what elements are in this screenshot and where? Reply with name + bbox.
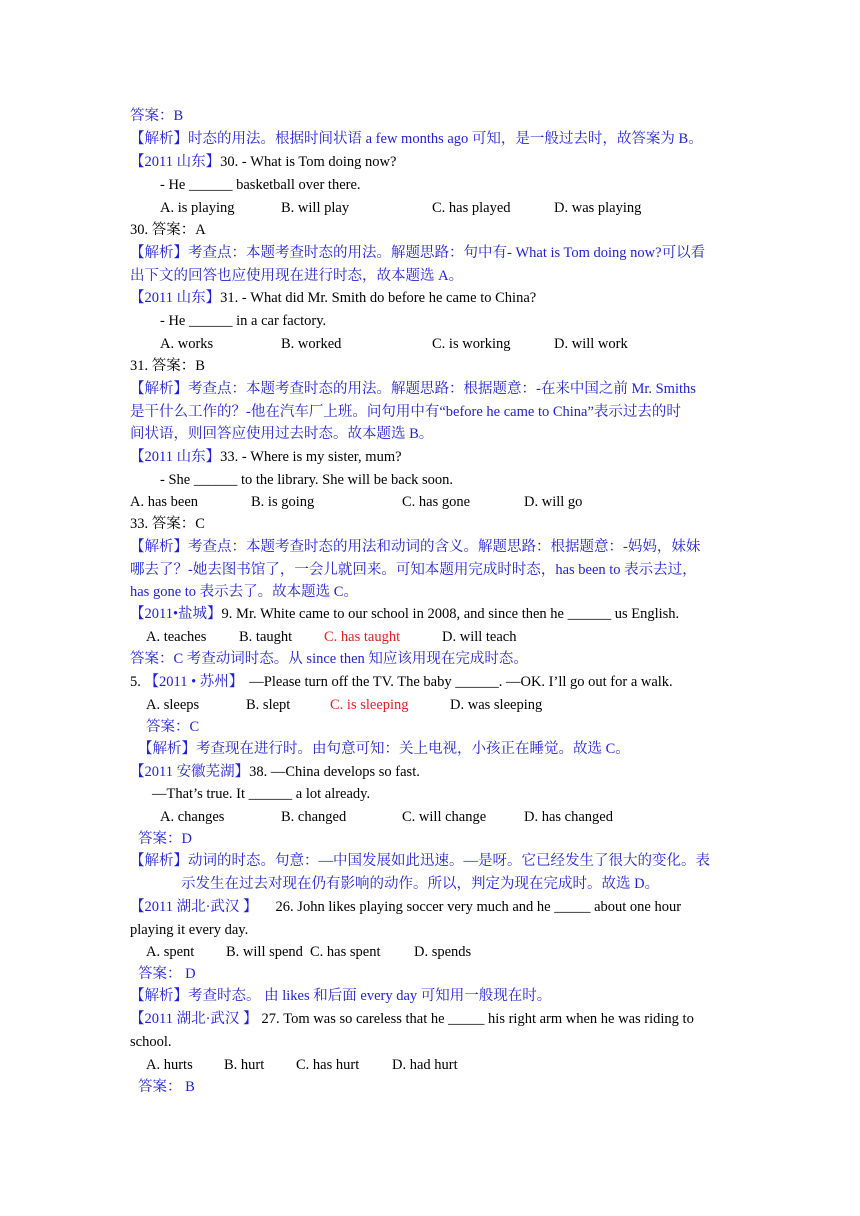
option-b: B. worked (281, 336, 342, 352)
option-c: C. has gone (402, 494, 471, 510)
question-continuation: school. (130, 1034, 172, 1050)
explanation-line: 【解析】动词的时态。句意：—中国发展如此迅速。—是呀。它已经发生了很大的变化。表 (130, 853, 710, 869)
question-line (130, 1009, 694, 1029)
options-row (130, 492, 730, 512)
option-d: D. has changed (524, 809, 613, 825)
answer-line: 答案： B (138, 1079, 195, 1095)
explanation-line: 间状语，则回答应使用过去时态。故本题选 B。 (130, 426, 434, 442)
question-text: 9. Mr. White came to our school in 2008, and since then he ______ us English. (221, 606, 680, 622)
option-c: C. is sleeping (330, 697, 409, 713)
option-c: C. is working (432, 336, 511, 352)
option-a: A. changes (160, 809, 225, 825)
explanation-line: 是干什么工作的？-他在汽车厂上班。问句用中有“before he came to China”表示过去的时 (130, 404, 681, 420)
answer-line: 答案： D (138, 966, 196, 982)
answer-line: 33. 答案：C (130, 516, 205, 532)
option-b: B. changed (281, 809, 347, 825)
option-b: B. will spend (226, 944, 303, 960)
option-a: A. spent (146, 944, 195, 960)
option-d: D. was playing (554, 200, 642, 216)
explanation-line: 哪去了？-她去图书馆了，一会儿就回来。可知本题用完成时时态，has been to 表示去过， (130, 562, 697, 578)
explanation-line: 【解析】考查时态。 由 likes 和后面 every day 可知用一般现在时。 (130, 988, 552, 1004)
explanation-line: 出下文的回答也应使用现在进行时态，故本题选 A。 (130, 268, 464, 284)
option-c: C. has played (432, 200, 511, 216)
option-b: B. is going (251, 494, 315, 510)
question-source: 【2011 湖北·武汉 】 (130, 1011, 258, 1027)
question-source: 【2011 山东】 (130, 290, 221, 306)
question-source: 【2011•盐城】 (130, 606, 222, 622)
option-c: C. will change (402, 809, 487, 825)
dialogue-line: - She ______ to the library. She will be back soon. (160, 472, 454, 488)
explanation-line: 示发生在过去对现在仍有影响的动作。所以，判定为现在完成时。故选 D。 (181, 876, 660, 892)
question-line (130, 288, 536, 308)
option-d: D. will work (554, 336, 628, 352)
dialogue-line: - He ______ in a car factory. (160, 313, 327, 329)
answer-line: 31. 答案：B (130, 358, 205, 374)
question-text: 38. —China develops so fast. (249, 764, 420, 780)
question-line (130, 604, 679, 624)
option-a: A. has been (130, 494, 199, 510)
option-a: A. is playing (160, 200, 235, 216)
answer-line: 答案：C (146, 719, 200, 735)
options-row (160, 807, 760, 827)
option-a: A. teaches (146, 629, 207, 645)
option-a: A. sleeps (146, 697, 200, 713)
option-c: C. has spent (310, 944, 381, 960)
question-text: 33. - Where is my sister, mum? (220, 449, 402, 465)
option-b: B. will play (281, 200, 350, 216)
option-d: D. was sleeping (450, 697, 543, 713)
question-continuation: playing it every day. (130, 922, 249, 938)
option-b: B. hurt (224, 1057, 265, 1073)
answer-line: 答案：D (138, 831, 192, 847)
question-text: 31. - What did Mr. Smith do before he came to China? (220, 290, 537, 306)
explanation-line: 【解析】考查现在进行时。由句意可知：关上电视，小孩正在睡觉。故选 C。 (138, 741, 630, 757)
options-row (146, 1055, 746, 1075)
option-a: A. hurts (146, 1057, 193, 1073)
options-row (146, 942, 746, 962)
question-line (130, 672, 673, 692)
question-source: 【2011 山东】 (130, 449, 221, 465)
question-text: 30. - What is Tom doing now? (220, 154, 397, 170)
option-b: B. slept (246, 697, 291, 713)
question-line (130, 762, 420, 782)
option-b: B. taught (239, 629, 293, 645)
question-line (130, 447, 402, 467)
explanation-line: 【解析】考查点：本题考查时态的用法。解题思路：根据题意：-在来中国之前 Mr. Smiths (130, 381, 696, 397)
option-d: D. will go (524, 494, 583, 510)
answer-line: 30. 答案：A (130, 222, 206, 238)
dialogue-line: - He ______ basketball over there. (160, 177, 361, 193)
question-source: 【2011 湖北·武汉 】 (130, 899, 258, 915)
question-source: 【2011 安徽芜湖】 (130, 764, 250, 780)
option-d: D. will teach (442, 629, 517, 645)
explanation-line: 【解析】考查点：本题考查时态的用法和动词的含义。解题思路：根据题意：-妈妈，妹妹 (130, 539, 701, 555)
question-number: 5. (130, 674, 145, 690)
options-row (160, 198, 760, 218)
answer-line: 答案：B (130, 108, 184, 124)
explanation-line: 【解析】考查点：本题考查时态的用法。解题思路：句中有- What is Tom doing now?可以看 (130, 245, 706, 261)
option-d: D. had hurt (392, 1057, 458, 1073)
options-row (146, 695, 746, 715)
explanation-line: 【解析】时态的用法。根据时间状语 a few months ago 可知，是一般过去时，故答案为 B。 (130, 131, 703, 147)
question-line (130, 897, 681, 917)
dialogue-line: —That’s true. It ______ a lot already. (152, 786, 371, 802)
options-row (160, 334, 760, 354)
question-text: —Please turn off the TV. The baby ______. —OK. I’ll go out for a walk. (249, 674, 673, 690)
options-row (146, 627, 746, 647)
question-text: 27. Tom was so careless that he _____ his right arm when he was riding to (261, 1011, 694, 1027)
question-source: 【2011 山东】 (130, 154, 221, 170)
explanation-line: has gone to 表示去了。故本题选 C。 (130, 584, 358, 600)
option-c: C. has taught (324, 629, 401, 645)
question-text: 26. John likes playing soccer very much and he _____ about one hour (275, 899, 682, 915)
option-d: D. spends (414, 944, 472, 960)
option-c: C. has hurt (296, 1057, 360, 1073)
option-a: A. works (160, 336, 214, 352)
answer-line: 答案：C 考查动词时态。从 since then 知应该用现在完成时态。 (130, 651, 528, 667)
question-line (130, 152, 396, 172)
question-source: 【2011 • 苏州】 (144, 674, 244, 690)
